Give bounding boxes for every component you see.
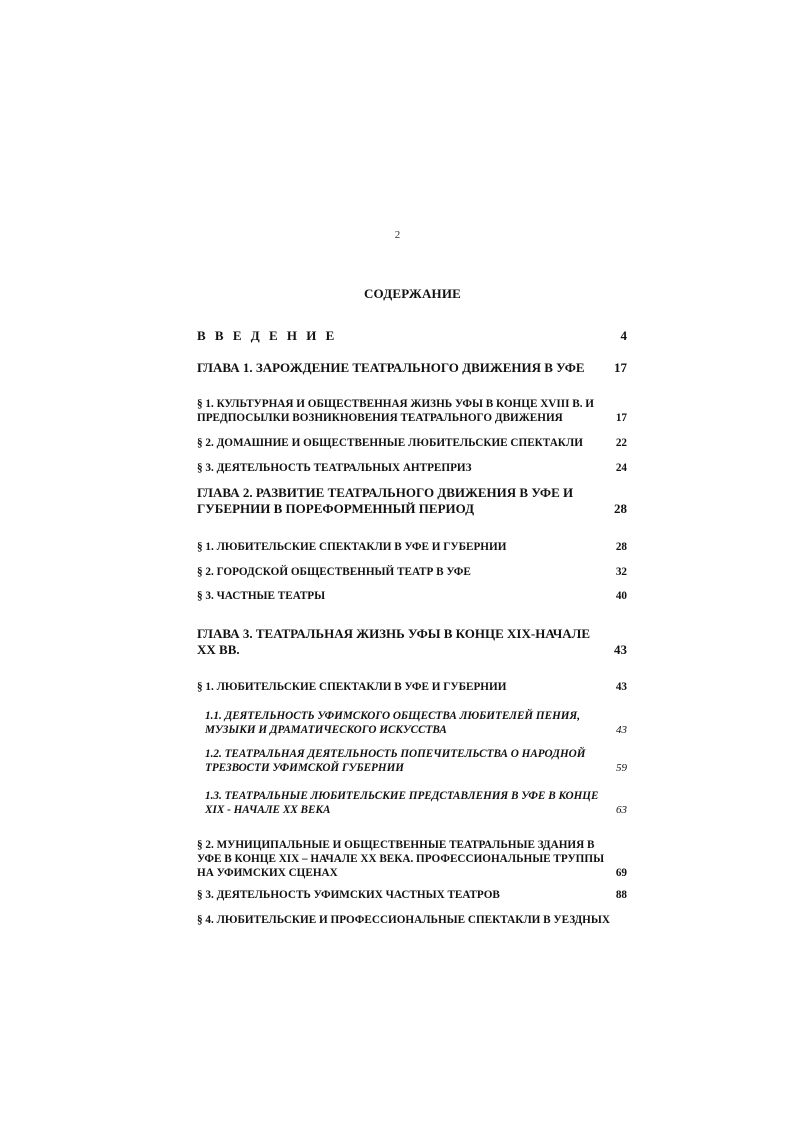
toc-entry-chapter-2-section-1 (197, 540, 627, 554)
toc-entry-page: 59 (616, 762, 627, 774)
toc-entry-page: 88 (615, 889, 627, 901)
toc-entry-text: ГЛАВА 2. РАЗВИТИЕ ТЕАТРАЛЬНОГО ДВИЖЕНИЯ В УФЕ И ГУБЕРНИИ В ПОРЕФОРМЕННЫЙ ПЕРИОД (197, 485, 574, 516)
toc-entry-text: ГЛАВА 3. ТЕАТРАЛЬНАЯ ЖИЗНЬ УФЫ В КОНЦЕ XIX-НАЧАЛЕ XX ВВ. (197, 626, 591, 657)
toc-entry-chapter-1 (197, 360, 627, 376)
toc-title: СОДЕРЖАНИЕ (363, 286, 462, 301)
toc-entry-subsection-1-1 (205, 709, 627, 737)
toc-entry-text: § 1. ЛЮБИТЕЛЬСКИЕ СПЕКТАКЛИ В УФЕ И ГУБЕРНИИ (197, 681, 507, 693)
toc-entry-text: § 3. ДЕЯТЕЛЬНОСТЬ ТЕАТРАЛЬНЫХ АНТРЕПРИЗ (197, 462, 472, 474)
toc-entry-text: § 4. ЛЮБИТЕЛЬСКИЕ И ПРОФЕССИОНАЛЬНЫЕ СПЕКТАКЛИ В УЕЗДНЫХ (197, 914, 610, 926)
toc-entry-text: 1.3. ТЕАТРАЛЬНЫЕ ЛЮБИТЕЛЬСКИЕ ПРЕДСТАВЛЕНИЯ В УФЕ В КОНЦЕ XIX - НАЧАЛЕ XX ВЕКА (205, 790, 599, 816)
toc-entry-chapter-3-section-3 (197, 888, 627, 902)
toc-entry-page: 22 (615, 437, 627, 449)
toc-entry-page: 17 (615, 412, 627, 424)
toc-entry-chapter-3-section-4 (197, 913, 627, 927)
toc-entry-chapter-2-section-2 (197, 565, 627, 579)
toc-entry-page: 17 (614, 360, 627, 375)
toc-entry-chapter-3 (197, 626, 627, 658)
toc-entry-chapter-2 (197, 485, 627, 517)
toc-entry-subsection-1-3 (205, 789, 627, 817)
toc-entry-subsection-1-2 (205, 747, 627, 775)
toc-entry-chapter-1-section-3 (197, 461, 627, 475)
toc-entry-page: 4 (620, 328, 627, 343)
toc-entry-page: 28 (615, 541, 627, 553)
toc-entry-page: 28 (614, 501, 627, 516)
toc-entry-text: § 3. ЧАСТНЫЕ ТЕАТРЫ (197, 590, 326, 602)
toc-entry-page: 43 (615, 681, 627, 693)
toc-entry-text: В В Е Д Е Н И Е (197, 328, 338, 343)
toc-entry-page: 43 (616, 724, 627, 736)
toc-entry-text: § 1. ЛЮБИТЕЛЬСКИЕ СПЕКТАКЛИ В УФЕ И ГУБЕРНИИ (197, 541, 507, 553)
toc-entry-page: 69 (615, 867, 627, 879)
toc-entry-text: 1.1. ДЕЯТЕЛЬНОСТЬ УФИМСКОГО ОБЩЕСТВА ЛЮБИТЕЛЕЙ ПЕНИЯ, МУЗЫКИ И ДРАМАТИЧЕСКОГО ИСКУССТВА (205, 710, 580, 736)
toc-entry-chapter-1-section-2 (197, 436, 627, 450)
toc-entry-page: 43 (614, 642, 627, 657)
toc-entry-text: § 3. ДЕЯТЕЛЬНОСТЬ УФИМСКИХ ЧАСТНЫХ ТЕАТРОВ (197, 889, 500, 901)
toc-entry-text: § 2. ДОМАШНИЕ И ОБЩЕСТВЕННЫЕ ЛЮБИТЕЛЬСКИЕ СПЕКТАКЛИ (197, 437, 583, 449)
page-number: 2 (394, 229, 401, 241)
toc-entry-text: § 2. МУНИЦИПАЛЬНЫЕ И ОБЩЕСТВЕННЫЕ ТЕАТРАЛЬНЫЕ ЗДАНИЯ В УФЕ В КОНЦЕ XIX – НАЧАЛЕ XX ВЕКА. ПРОФЕССИОНАЛЬНЫЕ ТРУППЫ НА УФИМСКИХ СЦЕНАХ (197, 839, 605, 879)
toc-entry-chapter-3-section-1 (197, 680, 627, 694)
toc-entry-text: § 2. ГОРОДСКОЙ ОБЩЕСТВЕННЫЙ ТЕАТР В УФЕ (197, 566, 471, 578)
toc-entry-chapter-2-section-3 (197, 589, 627, 603)
toc-entry-text: § 1. КУЛЬТУРНАЯ И ОБЩЕСТВЕННАЯ ЖИЗНЬ УФЫ В КОНЦЕ XVIII В. И ПРЕДПОСЫЛКИ ВОЗНИКНОВЕНИЯ ТЕАТРАЛЬНОГО ДВИЖЕНИЯ (197, 398, 594, 424)
toc-entry-page: 63 (616, 804, 627, 816)
toc-entry-chapter-3-section-2 (197, 838, 627, 880)
toc-entry-page: 24 (615, 462, 627, 474)
toc-entry-chapter-1-section-1 (197, 397, 627, 425)
toc-entry-page: 32 (615, 566, 627, 578)
toc-entry-page: 40 (615, 590, 627, 602)
toc-entry-text: 1.2. ТЕАТРАЛЬНАЯ ДЕЯТЕЛЬНОСТЬ ПОПЕЧИТЕЛЬСТВА О НАРОДНОЙ ТРЕЗВОСТИ УФИМСКОЙ ГУБЕРНИИ (205, 748, 586, 774)
toc-entry-text: ГЛАВА 1. ЗАРОЖДЕНИЕ ТЕАТРАЛЬНОГО ДВИЖЕНИЯ В УФЕ (197, 360, 585, 375)
toc-entry-introduction (197, 328, 627, 344)
